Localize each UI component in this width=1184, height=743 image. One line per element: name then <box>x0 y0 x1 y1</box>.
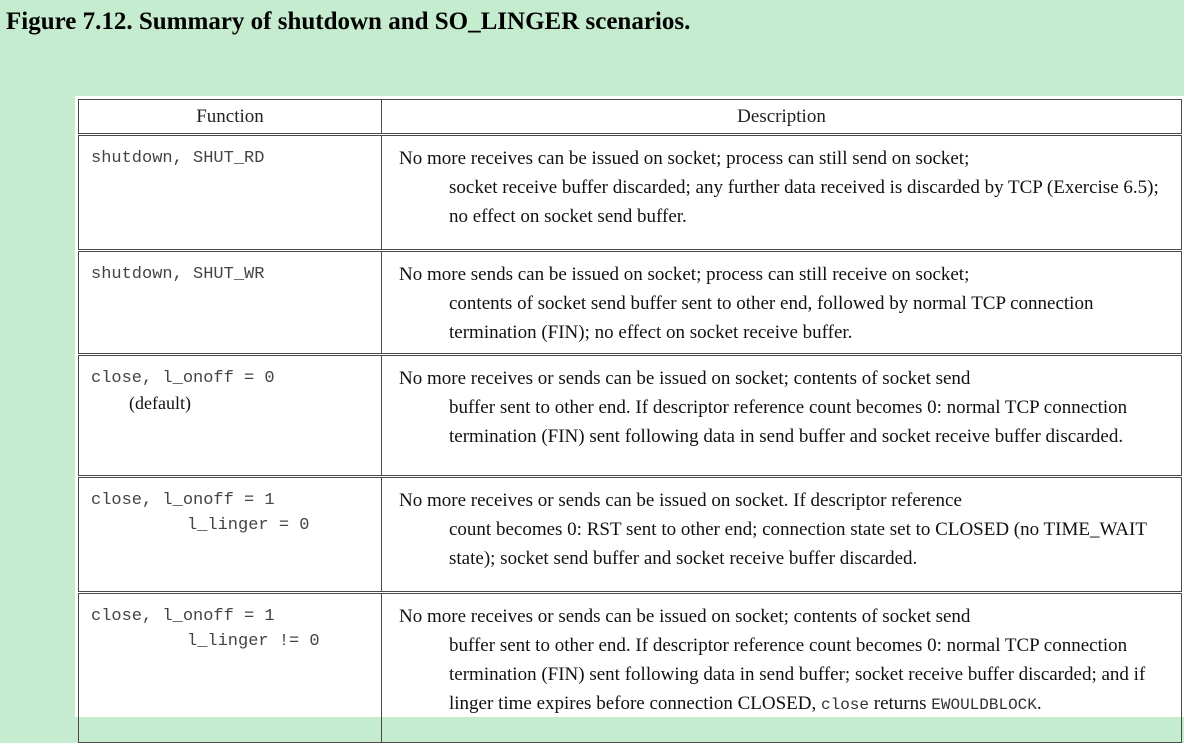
description-continuation <box>399 631 1173 720</box>
code-close: close <box>820 696 869 714</box>
description-period: . <box>1036 693 1042 714</box>
description-first-line: No more receives or sends can be issued on socket; contents of socket send <box>399 368 971 389</box>
description-cell <box>382 593 1182 743</box>
description-first-line: No more receives can be issued on socket; process can still send on socket; <box>399 148 970 169</box>
description-continuation: count becomes 0: RST sent to other end; connection state set to CLOSED (no TIME_WAIT state); socket send buffer and socket receive buffer discarded. <box>449 519 1147 569</box>
summary-table <box>78 99 1182 743</box>
function-arg: l_linger = 0 <box>187 516 310 535</box>
code-ewouldblock: EWOULDBLOCK <box>931 696 1037 714</box>
table-header-row <box>79 100 1182 135</box>
function-name: close, l_onoff = 0 <box>91 369 275 388</box>
function-name: shutdown, SHUT_RD <box>91 149 265 168</box>
table-row <box>79 355 1182 477</box>
description-cell <box>382 251 1182 355</box>
function-name: close, l_onoff = 1 <box>91 607 275 626</box>
function-cell <box>79 593 382 743</box>
function-cell <box>79 251 382 355</box>
description-continuation: contents of socket send buffer sent to other end, followed by normal TCP connection termination (FIN); no effect on socket receive buffer. <box>449 293 1094 343</box>
table-row <box>79 135 1182 251</box>
description-cell <box>382 135 1182 251</box>
description-cell <box>382 477 1182 593</box>
function-cell <box>79 477 382 593</box>
function-cell <box>79 355 382 477</box>
description-first-line: No more receives or sends can be issued on socket; contents of socket send <box>399 606 971 627</box>
description-text-returns: returns <box>873 693 927 714</box>
function-note: (default) <box>129 393 191 413</box>
description-first-line: No more receives or sends can be issued on socket. If descriptor reference <box>399 490 962 511</box>
function-arg: l_linger != 0 <box>187 632 320 651</box>
table-row <box>79 593 1182 743</box>
column-header-description: Description <box>382 100 1182 135</box>
summary-table-container <box>75 96 1184 717</box>
description-cell <box>382 355 1182 477</box>
table-row <box>79 251 1182 355</box>
column-header-function: Function <box>79 100 382 135</box>
description-text: buffer sent to other end. If descriptor reference count becomes 0: normal TCP connection termination (FIN) sent following data in send buffer; socket receive buffer discarded; and if linger time expires before connection CLOSED, <box>449 635 1146 714</box>
function-name: close, l_onoff = 1 <box>91 491 275 510</box>
description-continuation: buffer sent to other end. If descriptor reference count becomes 0: normal TCP connection termination (FIN) sent following data in send buffer and socket receive buffer discarded. <box>449 397 1128 447</box>
function-name: shutdown, SHUT_WR <box>91 265 265 284</box>
table-row <box>79 477 1182 593</box>
function-cell <box>79 135 382 251</box>
figure-title: Figure 7.12. Summary of shutdown and SO_LINGER scenarios. <box>6 8 691 35</box>
description-first-line: No more sends can be issued on socket; process can still receive on socket; <box>399 264 970 285</box>
description-continuation: socket receive buffer discarded; any further data received is discarded by TCP (Exercise 6.5); no effect on socket send buffer. <box>449 177 1159 227</box>
